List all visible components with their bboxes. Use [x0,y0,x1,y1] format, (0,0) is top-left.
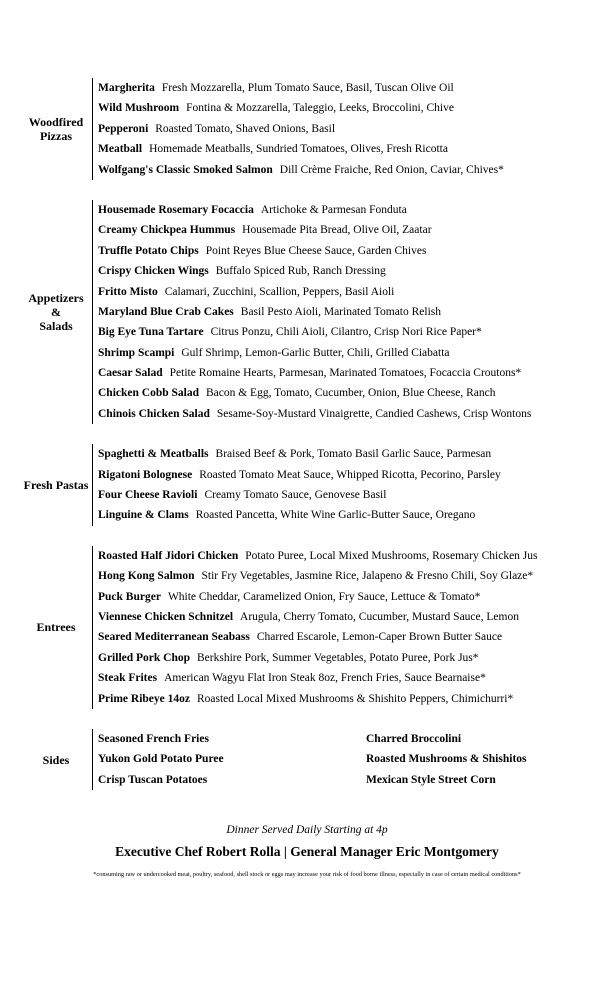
menu-item [98,566,594,586]
menu-item [98,322,594,342]
menu-item [98,282,594,302]
menu-item-desc: Roasted Local Mixed Mushrooms & Shishito Peppers, Chimichurri* [196,692,514,705]
menu-item-desc: Stir Fry Vegetables, Jasmine Rice, Jalapeno & Fresno Chili, Soy Glaze* [201,570,534,583]
menu-item [98,241,594,261]
menu-item-desc: Petite Romaine Hearts, Parmesan, Marinated Tomatoes, Focaccia Croutons* [169,367,522,380]
service-note: Dinner Served Daily Starting at 4p [226,824,388,837]
menu-item-name: Linguine & Clams [98,509,189,522]
menu-item-name: Fritto Misto [98,285,158,298]
menu-item [98,160,594,180]
menu-item [98,98,594,118]
section-appetizers-salads [20,200,594,424]
menu-item-name: Big Eye Tuna Tartare [98,326,204,339]
section-label-woodfired-pizzas [20,115,92,143]
menu-item-name: Maryland Blue Crab Cakes [98,305,234,318]
sides-row [98,729,594,749]
menu-item-desc: Artichoke & Parmesan Fonduta [260,203,407,216]
section-label-line: Sides [42,752,70,767]
side-item: Seasoned French Fries [98,732,209,745]
staff-line: Executive Chef Robert Rolla | General Manager Eric Montgomery [115,844,499,860]
menu-item-name: Shrimp Scampi [98,346,175,359]
menu-item-desc: Sesame-Soy-Mustard Vinaigrette, Candied Cashews, Crisp Wontons [216,407,532,420]
menu-item-name: Steak Frites [98,672,158,685]
section-label-line: & [51,305,61,320]
menu-item-desc: Calamari, Zucchini, Scallion, Peppers, Basil Aioli [164,285,395,298]
menu-item-desc: Fresh Mozzarella, Plum Tomato Sauce, Basil, Tuscan Olive Oil [161,82,454,94]
menu-item-name: Wolfgang's Classic Smoked Salmon [98,163,273,176]
health-disclaimer: *consuming raw or undercooked meat, poultry, seafood, shell stock or eggs may increase your risk of food borne illness, especially in case of certain medical conditions* [93,871,521,879]
menu-item [98,587,594,607]
section-entrees [20,546,594,709]
menu-item-name: Viennese Chicken Schnitzel [98,610,234,623]
section-label-line: Fresh Pastas [23,478,89,493]
menu-item-desc: Roasted Tomato, Shaved Onions, Basil [155,122,336,135]
section-label-fresh-pastas [20,478,92,492]
section-label-line: Woodfired [28,114,84,129]
menu-item-desc: White Cheddar, Caramelized Onion, Fry Sauce, Lettuce & Tomato* [167,590,481,603]
menu-item-desc: Arugula, Cherry Tomato, Cucumber, Mustard Sauce, Lemon [240,610,519,623]
section-items [92,200,594,424]
menu-item-name: Wild Mushroom [98,102,180,115]
menu-item-name: Meatball [98,143,143,156]
menu-item-desc: Charred Escarole, Lemon-Caper Brown Butter Sauce [256,631,503,644]
menu-item-desc: Braised Beef & Pork, Tomato Basil Garlic Sauce, Parmesan [215,448,492,461]
menu-item-name: Four Cheese Ravioli [98,489,198,502]
menu-item [98,648,594,668]
menu-item-name: Rigatoni Bolognese [98,468,193,481]
menu-item [98,465,594,485]
menu-footer [20,823,594,879]
menu-item-name: Seared Mediterranean Seabass [98,631,250,644]
menu-item [98,485,594,505]
menu-item [98,261,594,281]
menu-item [98,627,594,647]
menu-item [98,220,594,240]
section-label-appetizers-salads [20,291,92,333]
section-label-sides [20,753,92,767]
menu-item-desc: Point Reyes Blue Cheese Sauce, Garden Chives [205,244,427,257]
menu-item [98,607,594,627]
menu-item-name: Spaghetti & Meatballs [98,448,209,461]
menu-item-desc: Gulf Shrimp, Lemon-Garlic Butter, Chili, Grilled Ciabatta [181,346,450,359]
menu-item-desc: Basil Pesto Aioli, Marinated Tomato Relish [240,305,442,318]
menu-item-name: Caesar Salad [98,367,163,380]
menu-item-desc: Housemade Pita Bread, Olive Oil, Zaatar [242,224,432,237]
menu-item [98,78,594,98]
menu-item-name: Chicken Cobb Salad [98,387,199,400]
section-fresh-pastas [20,444,594,526]
menu-item [98,119,594,139]
menu-item-name: Crispy Chicken Wings [98,265,209,278]
sides-row [98,770,594,790]
section-label-line: Pizzas [40,128,72,143]
section-label-line: Entrees [36,620,76,635]
menu-item [98,302,594,322]
menu-item-desc: Berkshire Pork, Summer Vegetables, Potato Puree, Pork Jus* [197,651,479,664]
menu-item [98,383,594,403]
menu-item-name: Roasted Half Jidori Chicken [98,549,239,562]
menu-item-name: Margherita [98,82,155,94]
menu-item-name: Creamy Chickpea Hummus [98,224,236,237]
menu-item-name: Grilled Pork Chop [98,651,191,664]
sides-row [98,749,594,769]
side-item: Roasted Mushrooms & Shishitos [366,753,527,766]
menu-item [98,505,594,525]
section-label-line: Appetizers [28,291,84,306]
menu-item-name: Chinois Chicken Salad [98,407,210,420]
menu-item-desc: Bacon & Egg, Tomato, Cucumber, Onion, Blue Cheese, Ranch [205,387,496,400]
menu-item [98,404,594,424]
menu-item-name: Puck Burger [98,590,161,603]
section-label-line: Salads [39,319,73,334]
menu-item-desc: Roasted Tomato Meat Sauce, Whipped Ricotta, Pecorino, Parsley [199,468,501,481]
menu-item [98,200,594,220]
menu-item [98,139,594,159]
menu-item-name: Housemade Rosemary Focaccia [98,203,254,216]
menu-item-name: Prime Ribeye 14oz [98,692,190,705]
menu-item-desc: Fontina & Mozzarella, Taleggio, Leeks, Broccolini, Chive [186,102,454,115]
side-item: Yukon Gold Potato Puree [98,753,224,766]
section-items [92,444,594,526]
menu-item-desc: American Wagyu Flat Iron Steak 8oz, French Fries, Sauce Bearnaise* [164,672,486,685]
section-items [92,78,594,180]
side-item: Crisp Tuscan Potatoes [98,773,208,786]
side-item: Charred Broccolini [366,732,462,745]
menu-item-desc: Buffalo Spiced Rub, Ranch Dressing [215,265,386,278]
menu-item-desc: Homemade Meatballs, Sundried Tomatoes, Olives, Fresh Ricotta [149,143,448,156]
section-woodfired-pizzas [20,78,594,180]
menu-item-desc: Dill Crème Fraiche, Red Onion, Caviar, Chives* [279,163,504,176]
menu-item [98,444,594,464]
menu-item-name: Truffle Potato Chips [98,244,199,257]
menu-item-desc: Roasted Pancetta, White Wine Garlic-Butter Sauce, Oregano [195,509,476,522]
section-sides [20,729,594,790]
menu-item-desc: Citrus Ponzu, Chili Aioli, Cilantro, Crisp Nori Rice Paper* [210,326,482,339]
menu-item-desc: Creamy Tomato Sauce, Genovese Basil [204,489,387,502]
section-items [92,546,594,709]
menu-item [98,343,594,363]
menu-item-name: Pepperoni [98,122,149,135]
side-item: Mexican Style Street Corn [366,773,496,786]
menu-item-name: Hong Kong Salmon [98,570,195,583]
menu-item [98,363,594,383]
section-items [92,729,594,790]
menu-item [98,689,594,709]
section-label-entrees [20,620,92,634]
menu-item [98,546,594,566]
menu-item-desc: Potato Puree, Local Mixed Mushrooms, Rosemary Chicken Jus [245,549,538,562]
menu-item [98,668,594,688]
